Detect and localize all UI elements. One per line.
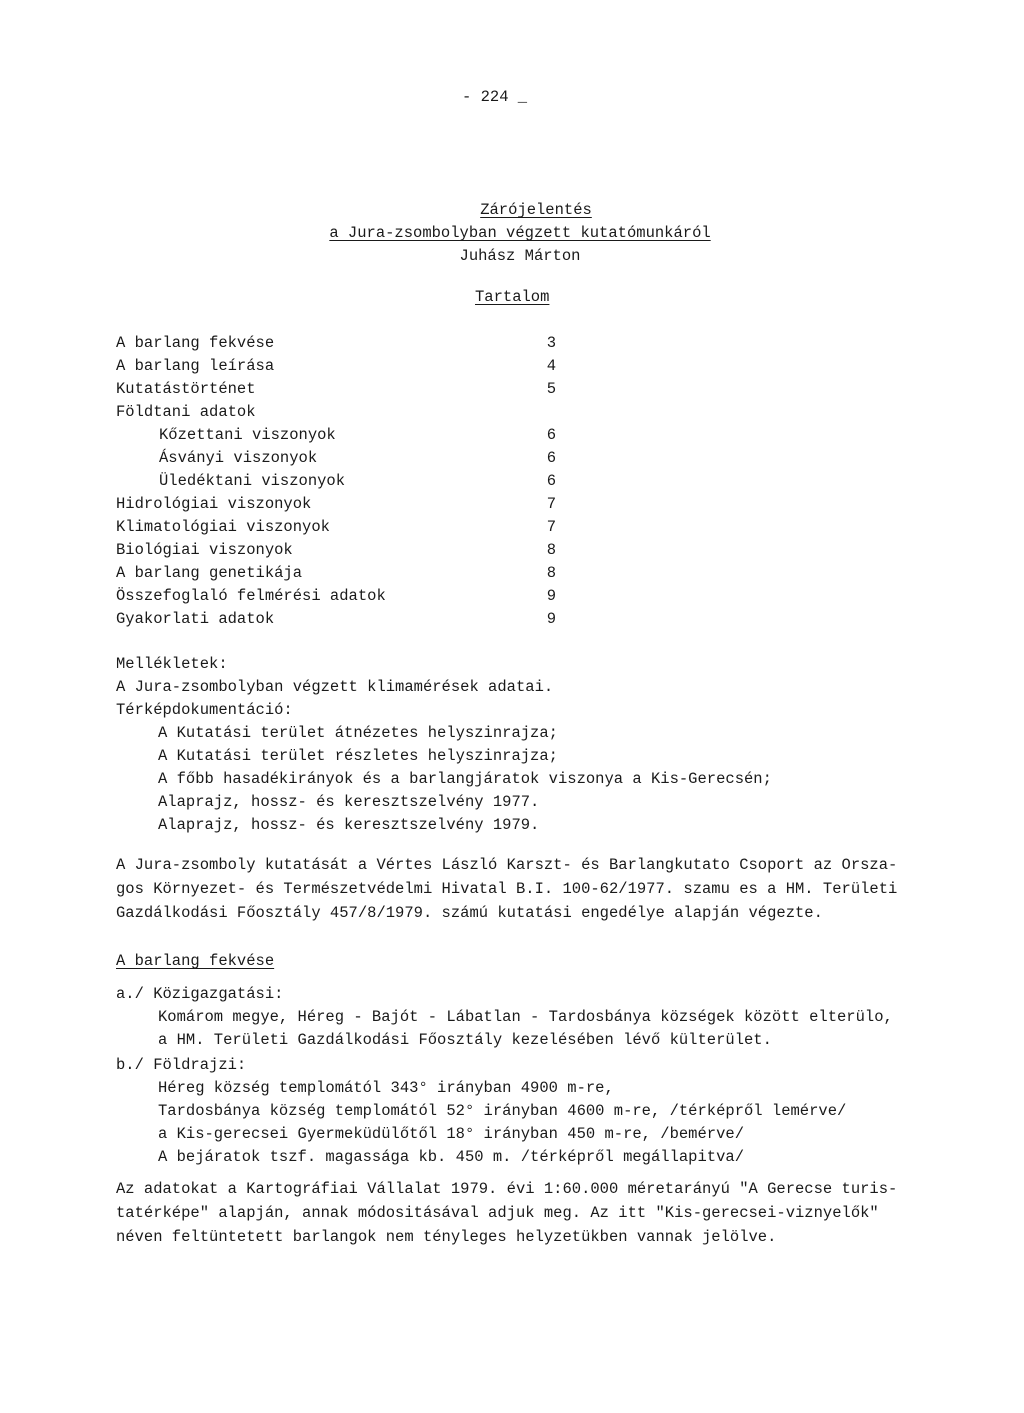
paragraph-line: tatérképe" alapján, annak módositásával adjuk meg. Az itt "Kis-gerecsei-viznyelők" — [116, 1204, 879, 1222]
toc-label: A barlang genetikája — [116, 564, 303, 582]
toc-label: Ásványi viszonyok — [159, 449, 318, 467]
paragraph-line: Tardosbánya község templomától 52° irányban 4600 m-re, /térképről lemérve/ — [158, 1102, 847, 1120]
toc-page: 9 — [546, 610, 556, 628]
toc-label: Kőzettani viszonyok — [159, 426, 336, 444]
attachment-line: A Jura-zsombolyban végzett klimamérések adatai. — [116, 678, 554, 696]
toc-label: Összefoglaló felmérési adatok — [116, 587, 386, 605]
toc-entry — [116, 610, 556, 630]
paragraph-line: a Kis-gerecsei Gyermeküdülőtől 18° irányban 450 m-re, /bemérve/ — [158, 1125, 744, 1143]
toc-page: 8 — [546, 564, 556, 582]
subsection-label: b./ Földrajzi: — [116, 1056, 247, 1074]
toc-page: 3 — [546, 334, 556, 352]
paragraph-line: Komárom megye, Héreg - Bajót - Lábatlan - Tardosbánya községek között elterülo, — [158, 1008, 893, 1026]
attachment-item: Alaprajz, hossz- és keresztszelvény 1977. — [158, 793, 540, 811]
toc-entry — [116, 495, 556, 515]
toc-page: 4 — [546, 357, 556, 375]
attachment-item: A főbb hasadékirányok és a barlangjáratok viszonya a Kis-Gerecsén; — [158, 770, 772, 788]
paragraph-line: Héreg község templomától 343° irányban 4900 m-re, — [158, 1079, 614, 1097]
toc-entry — [116, 587, 556, 607]
toc-entry — [116, 380, 556, 400]
toc-entry — [116, 449, 556, 469]
page-number: - 224 _ — [462, 88, 528, 106]
toc-entry — [116, 403, 556, 423]
paragraph-line: néven feltüntetett barlangok nem tényleges helyzetükben vannak jelölve. — [116, 1228, 777, 1246]
attachment-item: Alaprajz, hossz- és keresztszelvény 1979. — [158, 816, 540, 834]
toc-label: Üledéktani viszonyok — [159, 472, 346, 490]
toc-page: 5 — [546, 380, 556, 398]
paragraph-line: a HM. Területi Gazdálkodási Főosztály kezelésében lévő külterület. — [158, 1031, 772, 1049]
toc-label: A barlang leírása — [116, 357, 275, 375]
attachment-item: A Kutatási terület részletes helyszinrajza; — [158, 747, 558, 765]
toc-entry — [116, 472, 556, 492]
paragraph-line: Gazdálkodási Főosztály 457/8/1979. számú kutatási engedélye alapján végezte. — [116, 904, 823, 922]
toc-label: Kutatástörténet — [116, 380, 256, 398]
toc-label: Klimatológiai viszonyok — [116, 518, 330, 536]
toc-page: 6 — [546, 472, 556, 490]
toc-label: Gyakorlati adatok — [116, 610, 275, 628]
document-title: Zárójelentés — [480, 201, 592, 219]
toc-label: Hidrológiai viszonyok — [116, 495, 312, 513]
toc-entry — [116, 541, 556, 561]
toc-entry — [116, 518, 556, 538]
paragraph-line: gos Környezet- és Természetvédelmi Hivatal B.I. 100-62/1977. szamu es a HM. Területi — [116, 880, 898, 898]
toc-label: A barlang fekvése — [116, 334, 275, 352]
toc-page: 7 — [546, 495, 556, 513]
toc-page: 9 — [546, 587, 556, 605]
attachment-line: Térképdokumentáció: — [116, 701, 293, 719]
toc-entry — [116, 334, 556, 354]
toc-entry — [116, 564, 556, 584]
attachment-item: A Kutatási terület átnézetes helyszinrajza; — [158, 724, 558, 742]
paragraph-line: Az adatokat a Kartográfiai Vállalat 1979. évi 1:60.000 méretarányú "A Gerecse turis- — [116, 1180, 898, 1198]
document-subtitle: a Jura-zsombolyban végzett kutatómunkáról — [329, 224, 711, 242]
section-heading: A barlang fekvése — [116, 952, 275, 970]
toc-page: 8 — [546, 541, 556, 559]
subsection-label: a./ Közigazgatási: — [116, 985, 284, 1003]
toc-page: 6 — [546, 426, 556, 444]
paragraph-line: A Jura-zsomboly kutatását a Vértes László Karszt- és Barlangkutato Csoport az Orsza- — [116, 856, 898, 874]
attachments-heading: Mellékletek: — [116, 655, 228, 673]
toc-page: 6 — [546, 449, 556, 467]
toc-page: 7 — [546, 518, 556, 536]
toc-entry — [116, 357, 556, 377]
toc-label: Biológiai viszonyok — [116, 541, 293, 559]
toc-heading: Tartalom — [475, 288, 550, 306]
toc-entry — [116, 426, 556, 446]
toc-label: Földtani adatok — [116, 403, 256, 421]
paragraph-line: A bejáratok tszf. magassága kb. 450 m. /térképről megállapitva/ — [158, 1148, 744, 1166]
author-name: Juhász Márton — [459, 247, 581, 265]
